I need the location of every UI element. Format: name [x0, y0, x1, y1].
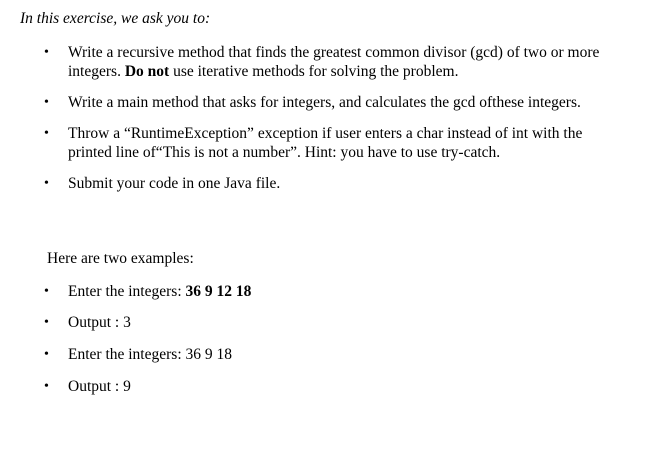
task-text: Write a main method that asks for integers, and calculates the gcd ofthese integers. — [68, 94, 581, 111]
intro-line: In this exercise, we ask you to: — [20, 10, 211, 27]
example-item — [44, 313, 634, 332]
task-item-runtime-exception — [44, 124, 634, 162]
bullet-icon: • — [44, 379, 49, 394]
example-text: Output : 3 — [68, 314, 131, 331]
task-item-main-method — [44, 93, 634, 112]
example-item — [44, 282, 634, 301]
task-text: Submit your code in one Java file. — [68, 175, 281, 192]
example-item — [44, 377, 634, 396]
example-item — [44, 345, 634, 364]
task-text: Write a recursive method that finds the greatest common divisor (gcd) of two or more integers. Do not use iterative methods for solving the problem. — [68, 44, 600, 80]
bullet-icon: • — [44, 45, 49, 60]
example-text: Output : 9 — [68, 378, 131, 395]
task-item-submit — [44, 174, 634, 193]
bullet-icon: • — [44, 284, 49, 299]
bullet-icon: • — [44, 347, 49, 362]
bullet-icon: • — [44, 95, 49, 110]
task-item-recursive-gcd — [44, 43, 634, 81]
bullet-icon: • — [44, 315, 49, 330]
example-text: Enter the integers: 36 9 12 18 — [68, 283, 252, 300]
task-text: Throw a “RuntimeException” exception if user enters a char instead of int with the printed line of“This is not a number”. Hint: you have to use try-catch. — [68, 125, 583, 161]
examples-heading: Here are two examples: — [47, 250, 194, 267]
bullet-icon: • — [44, 176, 49, 191]
example-text: Enter the integers: 36 9 18 — [68, 346, 232, 363]
bullet-icon: • — [44, 126, 49, 141]
